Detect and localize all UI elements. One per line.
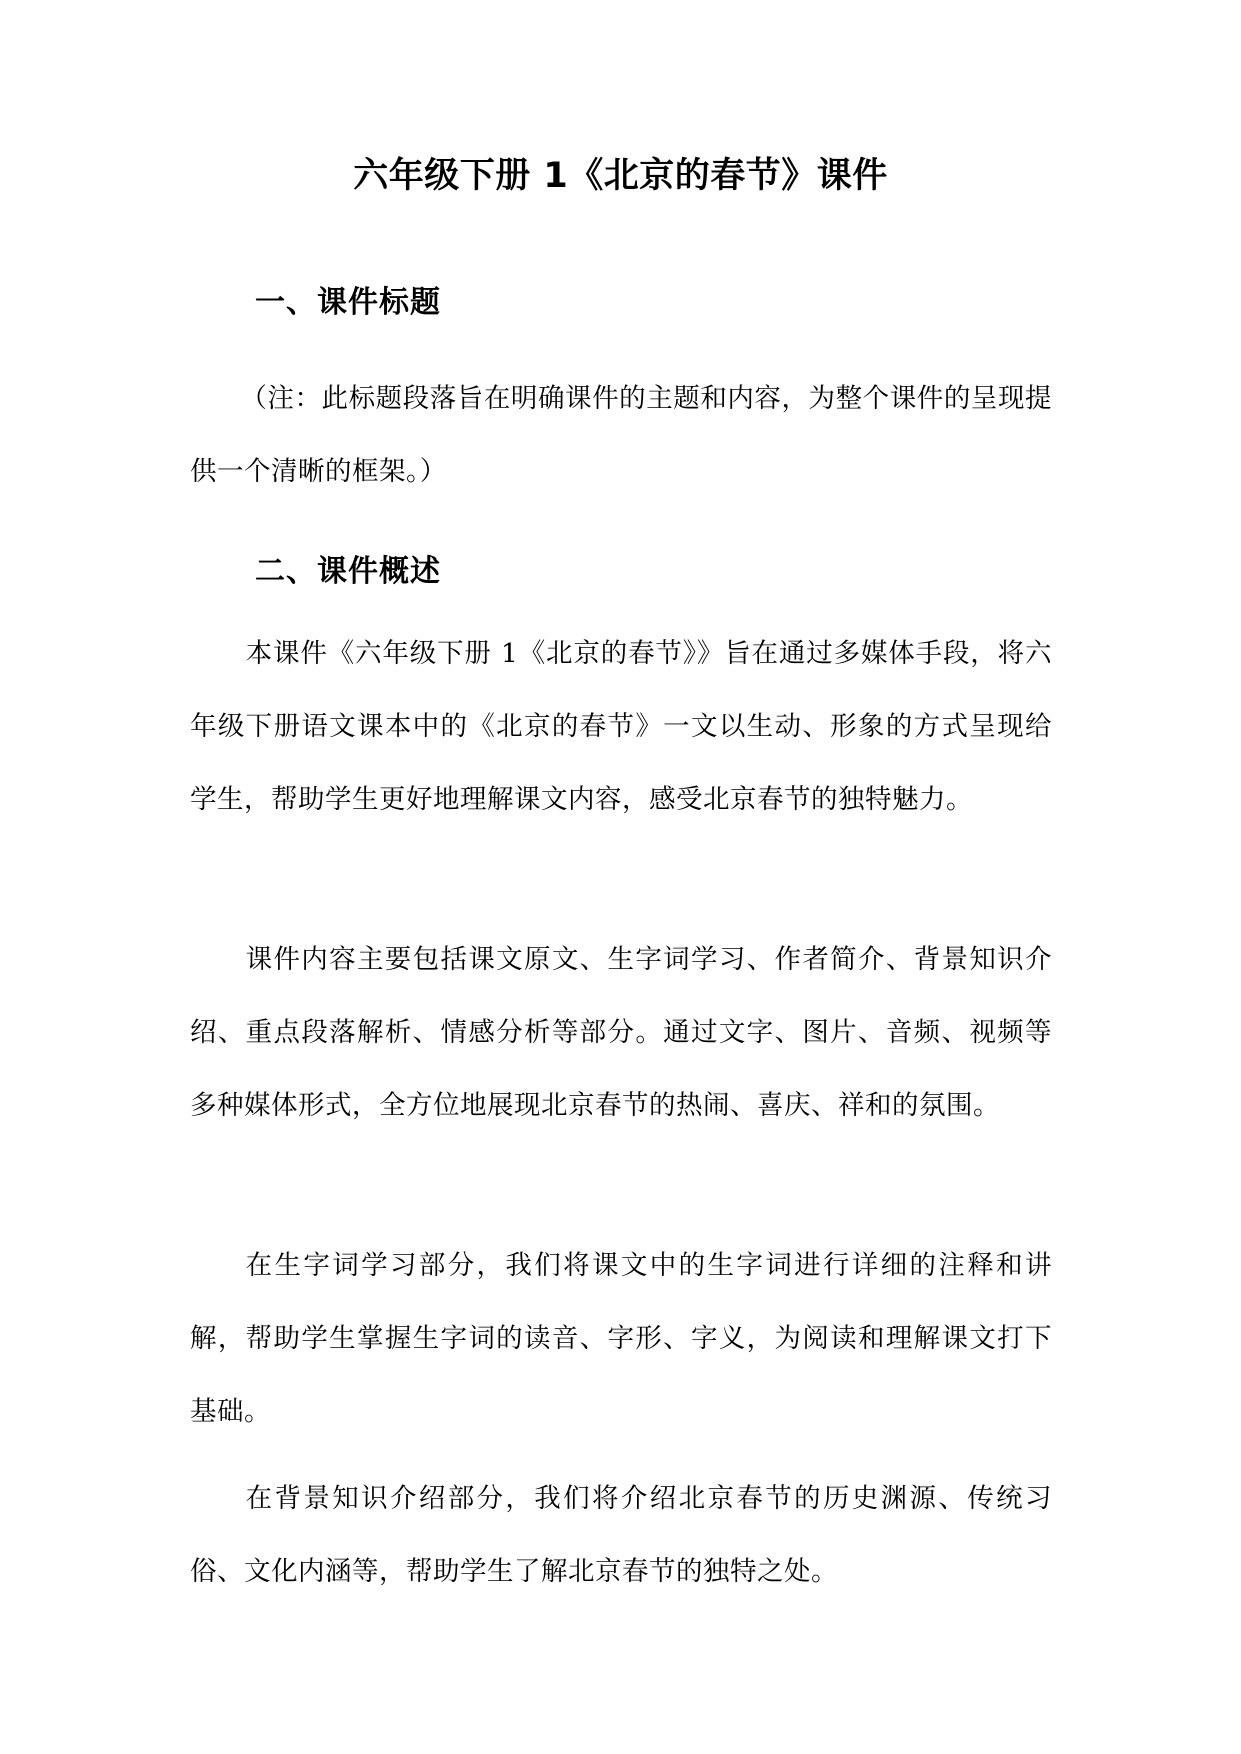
overview-paragraph: 在背景知识介绍部分，我们将介绍北京春节的历史渊源、传统习俗、文化内涵等，帮助学生了解北京春节的独特之处。 xyxy=(190,1483,1052,1587)
document-title: 六年级下册 1《北京的春节》课件 xyxy=(353,156,888,196)
section-heading-course-title: 一、课件标题 xyxy=(255,285,441,320)
section-note-paragraph: （注：此标题段落旨在明确课件的主题和内容，为整个课件的呈现提供一个清晰的框架。） xyxy=(190,383,1052,487)
section-heading-course-overview: 二、课件概述 xyxy=(255,554,441,589)
overview-paragraph: 本课件《六年级下册 1《北京的春节》》旨在通过多媒体手段，将六年级下册语文课本中的《北京的春节》一文以生动、形象的方式呈现给学生，帮助学生更好地理解课文内容，感受北京春节的独特魅力。 xyxy=(190,638,1052,815)
overview-paragraph: 课件内容主要包括课文原文、生字词学习、作者简介、背景知识介绍、重点段落解析、情感分析等部分。通过文字、图片、音频、视频等多种媒体形式，全方位地展现北京春节的热闹、喜庆、祥和的氛围。 xyxy=(190,944,1052,1121)
overview-paragraph: 在生字词学习部分，我们将课文中的生字词进行详细的注释和讲解，帮助学生掌握生字词的读音、字形、字义，为阅读和理解课文打下基础。 xyxy=(190,1250,1052,1427)
